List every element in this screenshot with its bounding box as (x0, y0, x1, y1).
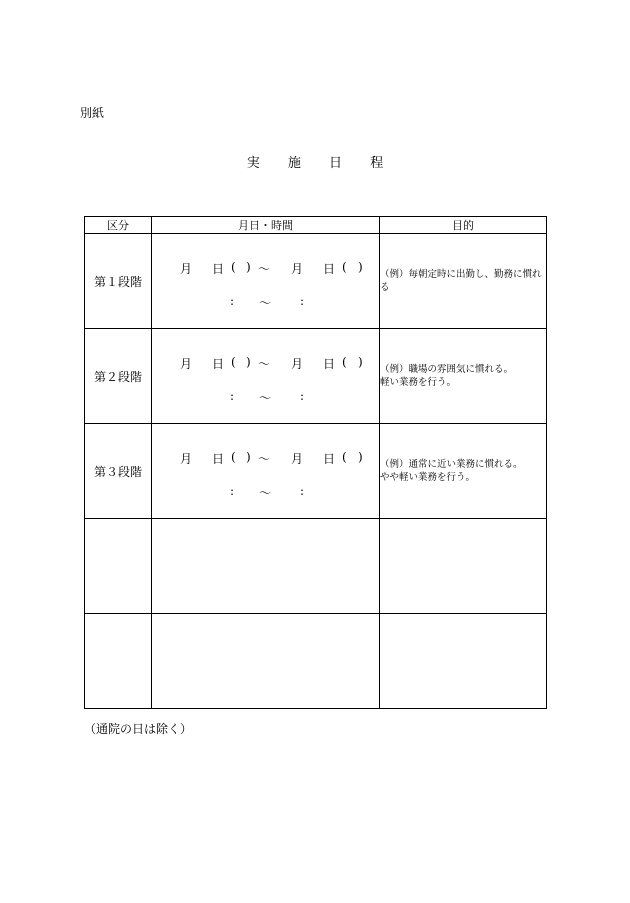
column-header-purpose: 目的 (380, 217, 547, 234)
end-day-label: 日 (323, 452, 336, 466)
end-time-colon: : (300, 294, 305, 308)
table-header-row (85, 217, 547, 234)
table-row (85, 424, 547, 519)
end-paren-close: ) (358, 450, 363, 464)
purpose-cell (380, 614, 547, 709)
schedule-cell (152, 329, 380, 424)
end-time-colon: : (300, 389, 305, 403)
time-range-separator: ～ (259, 391, 272, 405)
column-header-category: 区分 (85, 217, 152, 234)
start-paren-open: ( (231, 260, 236, 274)
start-day-label: 日 (212, 357, 225, 371)
stage-cell: 第２段階 (85, 329, 152, 424)
stage-cell (85, 614, 152, 709)
range-separator: ～ (258, 452, 271, 466)
table-row (85, 234, 547, 329)
purpose-cell: （例）職場の雰囲気に慣れる。 軽い業務を行う。 (380, 329, 547, 424)
attachment-label: 別紙 (80, 106, 105, 120)
purpose-cell: （例）毎朝定時に出勤し、勤務に慣れる (380, 234, 547, 329)
end-paren-open: ( (342, 260, 347, 274)
start-paren-open: ( (231, 450, 236, 464)
end-paren-open: ( (342, 355, 347, 369)
start-paren-close: ) (246, 260, 251, 274)
end-day-label: 日 (323, 357, 336, 371)
footnote: （通院の日は除く） (84, 722, 193, 736)
document-title: 実 施 日 程 (246, 156, 396, 171)
start-day-label: 日 (212, 452, 225, 466)
range-separator: ～ (258, 262, 271, 276)
stage-cell: 第１段階 (85, 234, 152, 329)
start-paren-open: ( (231, 355, 236, 369)
start-day-label: 日 (212, 262, 225, 276)
stage-cell: 第３段階 (85, 424, 152, 519)
start-month-label: 月 (180, 262, 193, 276)
end-month-label: 月 (291, 357, 304, 371)
schedule-table (84, 216, 547, 709)
table-row (85, 614, 547, 709)
start-time-colon: : (230, 484, 235, 498)
time-range-separator: ～ (259, 296, 272, 310)
table-row (85, 519, 547, 614)
range-separator: ～ (258, 357, 271, 371)
time-range-separator: ～ (259, 486, 272, 500)
stage-cell (85, 519, 152, 614)
schedule-cell (152, 234, 380, 329)
end-paren-close: ) (358, 355, 363, 369)
end-month-label: 月 (291, 262, 304, 276)
end-paren-open: ( (342, 450, 347, 464)
purpose-cell: （例）通常に近い業務に慣れる。 やや軽い業務を行う。 (380, 424, 547, 519)
end-month-label: 月 (291, 452, 304, 466)
start-month-label: 月 (180, 357, 193, 371)
schedule-cell (152, 519, 380, 614)
column-header-date-time: 月日・時間 (152, 217, 380, 234)
schedule-cell (152, 424, 380, 519)
start-time-colon: : (230, 294, 235, 308)
purpose-cell (380, 519, 547, 614)
schedule-cell (152, 614, 380, 709)
start-paren-close: ) (246, 355, 251, 369)
start-time-colon: : (230, 389, 235, 403)
table-row (85, 329, 547, 424)
start-month-label: 月 (180, 452, 193, 466)
end-day-label: 日 (323, 262, 336, 276)
start-paren-close: ) (246, 450, 251, 464)
end-paren-close: ) (358, 260, 363, 274)
end-time-colon: : (300, 484, 305, 498)
